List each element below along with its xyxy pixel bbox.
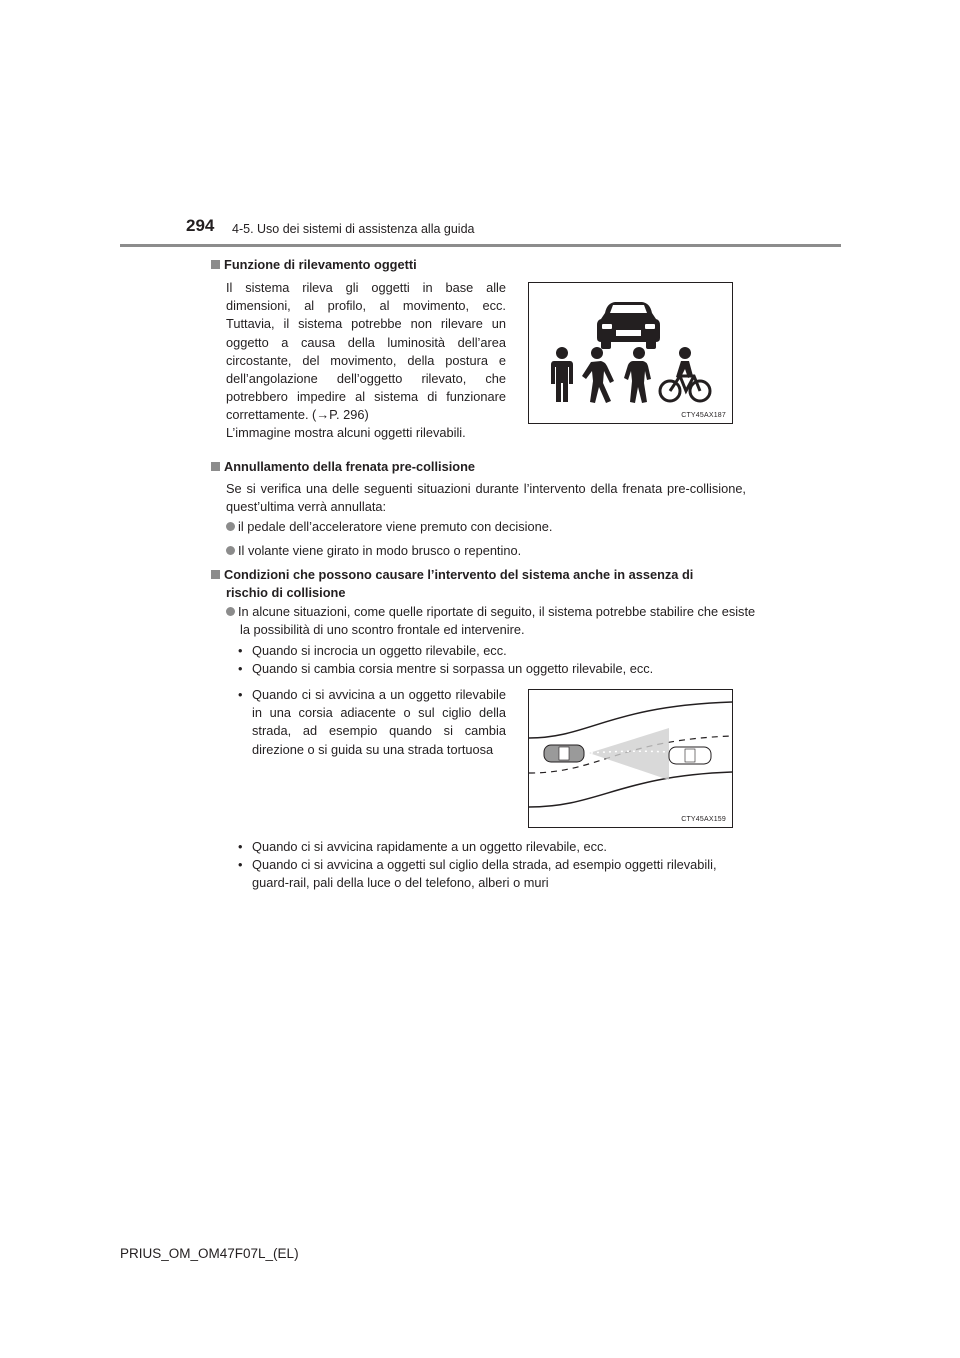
detectable-objects-figure xyxy=(528,282,733,424)
situation-list-b xyxy=(238,686,506,759)
cyclist-icon xyxy=(660,376,710,401)
standing-pedestrian-icon xyxy=(551,347,573,402)
figure-code: CTY45AX159 xyxy=(681,816,726,823)
header-rule xyxy=(120,244,841,247)
list-marker: • xyxy=(238,643,243,658)
list-item: • Quando si cambia corsia mentre si sorpassa un oggetto rilevabile, ecc. xyxy=(238,660,748,678)
situation-list-a xyxy=(238,642,748,678)
list-item: • Quando ci si avvicina a oggetti sul ciglio della strada, ad esempio oggetti rilevabili, guard-rail, pali della luce o del telefono, alberi o muri xyxy=(238,856,748,892)
own-vehicle-icon xyxy=(544,745,584,762)
heading-pre-collision-cancel xyxy=(211,458,475,476)
false-activation-text: In alcune situazioni, come quelle riportate di seguito, il sistema potrebbe stabilire che esiste la possibilità di uno scontro frontale ed intervenire. xyxy=(238,604,756,638)
object-detection-caption: L’immagine mostra alcuni oggetti rilevabili. xyxy=(226,425,466,440)
curved-road-figure xyxy=(528,689,733,828)
list-marker: • xyxy=(238,839,243,854)
square-bullet-icon xyxy=(211,570,220,579)
heading-false-activation xyxy=(211,566,747,602)
circle-bullet-icon xyxy=(226,522,235,531)
situation-list-c xyxy=(238,838,748,893)
circle-bullet-icon xyxy=(226,546,235,555)
pre-collision-cancel-paragraph: Se si verifica una delle seguenti situazioni durante l’intervento della frenata pre-collisione, quest’ultima verrà annullata: xyxy=(226,481,746,515)
curved-road-illustration xyxy=(529,690,732,827)
figure-code: CTY45AX187 xyxy=(681,412,726,419)
pedestrian-with-bag-icon xyxy=(624,347,651,403)
oncoming-vehicle-icon xyxy=(669,747,711,764)
section-title: 4-5. Uso dei sistemi di assistenza alla guida xyxy=(232,222,475,236)
list-item: • Quando ci si avvicina rapidamente a un oggetto rilevabile, ecc. xyxy=(238,838,748,856)
heading-object-detection xyxy=(211,256,417,274)
circle-bullet-icon xyxy=(226,607,235,616)
walking-pedestrian-icon xyxy=(582,347,614,403)
heading-text: Annullamento della frenata pre-collisione xyxy=(224,459,476,474)
cancel-condition-text: Il volante viene girato in modo brusco o repentino. xyxy=(238,543,522,558)
cancel-condition-item xyxy=(226,542,746,560)
square-bullet-icon xyxy=(211,462,220,471)
list-marker: • xyxy=(238,687,243,702)
list-marker: • xyxy=(238,661,243,677)
footer-code: PRIUS_OM_OM47F07L_(EL) xyxy=(120,1246,299,1261)
list-marker: • xyxy=(238,857,243,873)
cancel-condition-item xyxy=(226,518,746,536)
heading-text: Condizioni che possono causare l’intervento del sistema anche in assenza di xyxy=(224,567,694,582)
cancel-condition-text: il pedale dell’acceleratore viene premuto con decisione. xyxy=(238,519,553,534)
list-item: • Quando ci si avvicina a un oggetto rilevabile in una corsia adiacente o sul ciglio della strada, ad esempio quando si cambia direzione o si guida su una strada tortuosa xyxy=(238,686,506,759)
list-item: • Quando si incrocia un oggetto rilevabile, ecc. xyxy=(238,642,748,660)
square-bullet-icon xyxy=(211,260,220,269)
object-detection-paragraph: Il sistema rileva gli oggetti in base alle dimensioni, al profilo, al movimento, ecc. Tuttavia, il sistema potrebbe non rilevare un oggetto a causa della luminosità dell’area circostante, del movimento, della postura e dell’angolazione dell’oggetto rilevato, che potrebbero impedire al sistema di funzionare correttamente. (→P. 296) xyxy=(226,280,506,423)
detectable-objects-illustration xyxy=(529,283,732,423)
heading-text: Funzione di rilevamento oggetti xyxy=(224,257,417,272)
heading-text-line2: rischio di collisione xyxy=(226,585,346,600)
page-number: 294 xyxy=(186,216,215,235)
false-activation-bullet xyxy=(226,603,762,639)
